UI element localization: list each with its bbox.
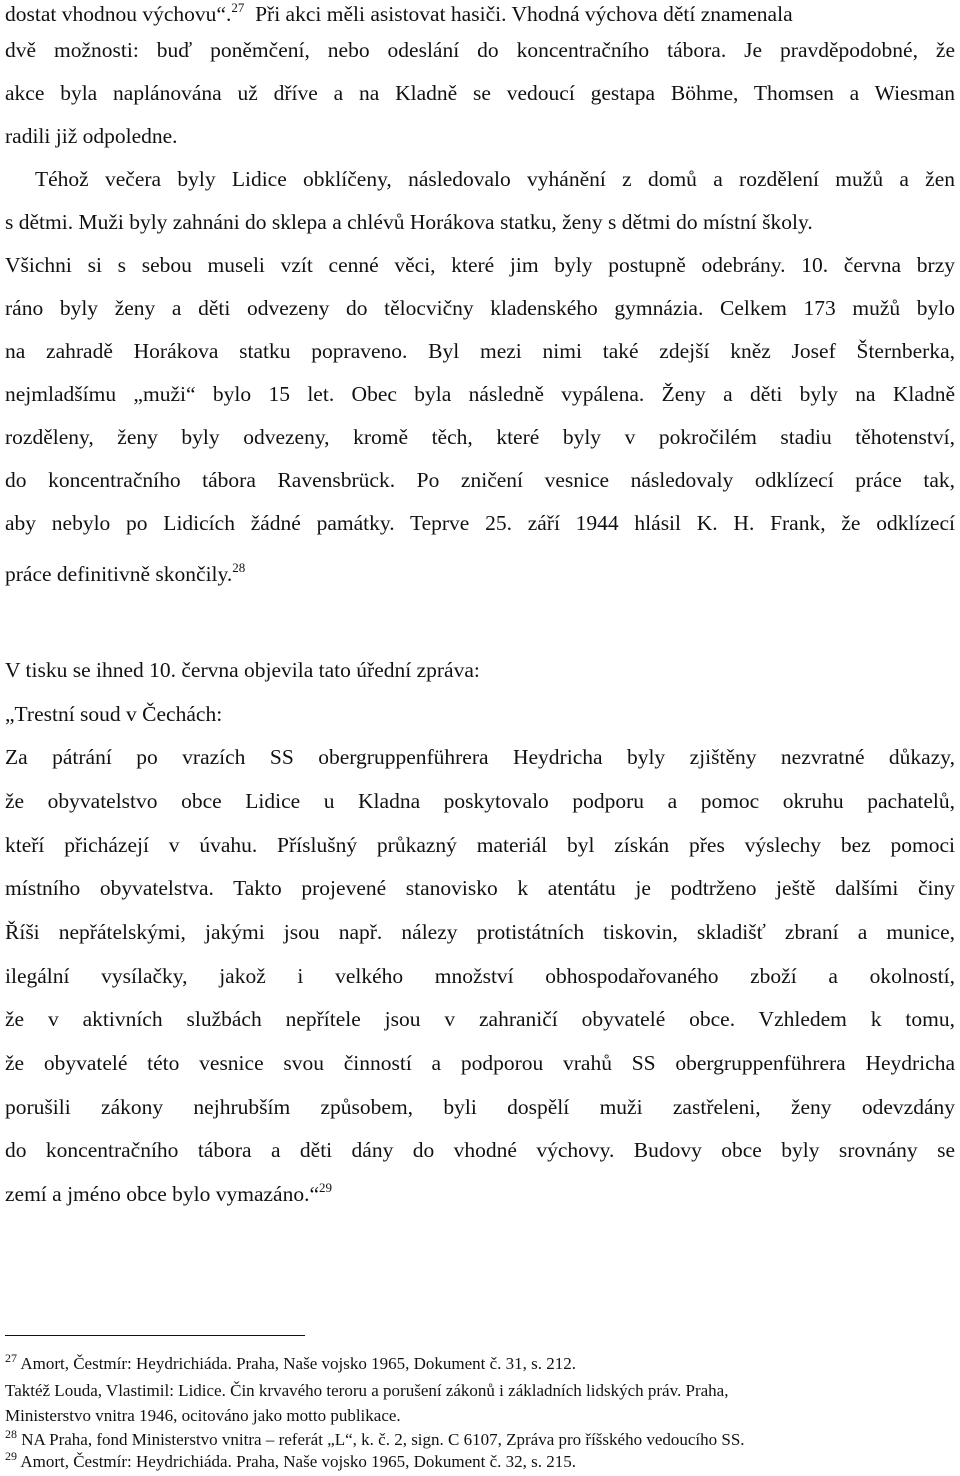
text-run: Při akci měli asistovat hasiči. Vhodná výchova dětí znamenala bbox=[255, 2, 793, 26]
body-line bbox=[5, 560, 955, 588]
text-run: práce definitivně skončily. bbox=[5, 562, 233, 586]
body-line: aby nebylo po Lidicích žádné památky. Teprve 25. září 1944 hlásil K. H. Frank, že odklízecí bbox=[5, 511, 955, 535]
body-line: že obyvatelstvo obce Lidice u Kladna poskytovalo podporu a pomoc okruhu pachatelů, bbox=[5, 789, 955, 813]
footnote-27-continuation: Taktéž Louda, Vlastimil: Lidice. Čin krvavého teroru a porušení zákonů i základních lidských práv. Praha, bbox=[5, 1381, 729, 1400]
footnote-ref-29[interactable]: 29 bbox=[319, 1180, 333, 1195]
body-line: ilegální vysílačky, jakož i velkého množství obhospodařovaného zboží a okolností, bbox=[5, 964, 955, 988]
body-line: nejmladšímu „muži“ bylo 15 let. Obec byla následně vypálena. Ženy a děti byly na Kladně bbox=[5, 382, 955, 406]
quote-heading: „Trestní soud v Čechách: bbox=[5, 702, 223, 726]
body-line: dvě možnosti: buď poněmčení, nebo odeslání do koncentračního tábora. Je pravděpodobné, že bbox=[5, 38, 955, 62]
body-line: kteří přicházejí v úvahu. Příslušný průkazný materiál byl získán přes výslechy bez pomoci bbox=[5, 833, 955, 857]
body-line bbox=[5, 0, 955, 28]
body-line: akce byla naplánována už dříve a na Kladně se vedoucí gestapa Böhme, Thomsen a Wiesman bbox=[5, 81, 955, 105]
body-line: Všichni si s sebou museli vzít cenné věci, které jim byly postupně odebrány. 10. června brzy bbox=[5, 253, 955, 277]
body-line: na zahradě Horákova statku popraveno. Byl mezi nimi také zdejší kněz Josef Šternberka, bbox=[5, 339, 955, 363]
body-line: místního obyvatelstva. Takto projevené stanovisko k atentátu je podtrženo ještě dalšími činy bbox=[5, 876, 955, 900]
footnote-28 bbox=[5, 1429, 955, 1451]
body-line: do koncentračního tábora a děti dány do vhodné výchovy. Budovy obce byly srovnány se bbox=[5, 1138, 955, 1162]
footnote-27 bbox=[5, 1353, 955, 1375]
body-line: radili již odpoledne. bbox=[5, 124, 178, 148]
text-run: dostat vhodnou výchovu“. bbox=[5, 2, 232, 26]
footnote-number: 29 bbox=[5, 1449, 17, 1463]
footnote-ref-27[interactable]: 27 bbox=[231, 0, 245, 15]
footnote-29 bbox=[5, 1451, 955, 1473]
body-line: ráno byly ženy a děti odvezeny do tělocvičny kladenského gymnázia. Celkem 173 mužů bylo bbox=[5, 296, 955, 320]
footnote-text: NA Praha, fond Ministerstvo vnitra – referát „L“, k. č. 2, sign. C 6107, Zpráva pro říšského vedoucího SS. bbox=[21, 1430, 745, 1449]
footnote-number: 28 bbox=[5, 1427, 17, 1441]
body-line: že obyvatelé této vesnice svou činností a podporou vrahů SS obergruppenführera Heydricha bbox=[5, 1051, 955, 1075]
text-run: zemí a jméno obce bylo vymazáno.“ bbox=[5, 1182, 320, 1206]
footnote-text: Amort, Čestmír: Heydrichiáda. Praha, Naše vojsko 1965, Dokument č. 32, s. 215. bbox=[20, 1452, 577, 1471]
body-line: Říši nepřátelskými, jakými jsou např. nálezy protistátních tiskovin, skladišť zbraní a munice, bbox=[5, 920, 955, 944]
body-line: porušili zákony nejhrubším způsobem, byli dospělí muži zastřeleni, ženy odevzdány bbox=[5, 1095, 955, 1119]
body-line: rozděleny, ženy byly odvezeny, kromě těch, které byly v pokročilém stadiu těhotenství, bbox=[5, 425, 955, 449]
body-line: V tisku se ihned 10. června objevila tato úřední zpráva: bbox=[5, 658, 480, 682]
footnote-ref-28[interactable]: 28 bbox=[232, 560, 246, 575]
body-line: s dětmi. Muži byly zahnáni do sklepa a chlévů Horákova statku, ženy s dětmi do místní školy. bbox=[5, 210, 813, 234]
footnote-separator bbox=[5, 1335, 305, 1336]
footnote-number: 27 bbox=[5, 1351, 17, 1365]
body-line: Téhož večera byly Lidice obklíčeny, následovalo vyhánění z domů a rozdělení mužů a žen bbox=[35, 167, 955, 191]
footnote-text: Amort, Čestmír: Heydrichiáda. Praha, Naše vojsko 1965, Dokument č. 31, s. 212. bbox=[20, 1354, 577, 1373]
footnote-27-continuation: Ministerstvo vnitra 1946, ocitováno jako motto publikace. bbox=[5, 1406, 401, 1425]
body-line: že v aktivních službách nepřítele jsou v zahraničí obyvatelé obce. Vzhledem k tomu, bbox=[5, 1007, 955, 1031]
body-line bbox=[5, 1180, 955, 1208]
body-line: Za pátrání po vrazích SS obergruppenführera Heydricha byly zjištěny nezvratné důkazy, bbox=[5, 745, 955, 769]
body-line: do koncentračního tábora Ravensbrück. Po zničení vesnice následovaly odklízecí práce tak, bbox=[5, 468, 955, 492]
